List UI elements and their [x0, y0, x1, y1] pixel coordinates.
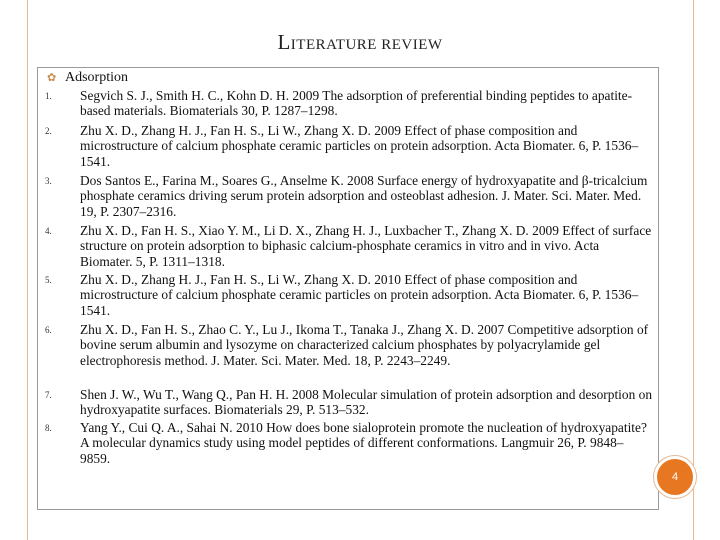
- reference-text: Zhu X. D., Fan H. S., Zhao C. Y., Lu J., Ikoma T., Tanaka J., Zhang X. D. 2007 Competitive adsorption of bovine serum albumin and lysozyme on characterized calcium phosphates by polyacrylamide gel electrophoresis method. J. Mater. Sci. Mater. Med. 18, P. 2243–2249.: [80, 322, 649, 368]
- reference-text: Shen J. W., Wu T., Wang Q., Pan H. H. 2008 Molecular simulation of protein adsorption and desorption on hydroxyapatite surfaces. Biomaterials 29, P. 513–532.: [80, 387, 653, 418]
- reference-text: Zhu X. D., Zhang H. J., Fan H. S., Li W., Zhang X. D. 2009 Effect of phase composition and microstructure of calcium phosphate ceramic particles on protein adsorption. Acta Biomater. 6, P. 1536–1541.: [80, 123, 639, 169]
- reference-text: Dos Santos E., Farina M., Soares G., Anselme K. 2008 Surface energy of hydroxyapatite and β-tricalcium phosphate ceramics driving serum protein adsorption and osteoblast adhesion. J. Mater. Sci. Mater. Med. 19, P. 2307–2316.: [80, 173, 648, 219]
- title-initial: L: [277, 30, 291, 54]
- item-number: 6.: [45, 325, 52, 335]
- left-border-line: [27, 0, 28, 540]
- reference-text: Zhu X. D., Fan H. S., Xiao Y. M., Li D. X., Zhang H. J., Luxbacher T., Zhang X. D. 2009 Effect of surface structure on protein adsorption to biphasic calcium-phosphate ceramics in vitro and in vivo. Acta Biomater. 5, P. 1311–1318.: [80, 223, 652, 269]
- reference-text: Yang Y., Cui Q. A., Sahai N. 2010 How does bone sialoprotein promote the nucleation of hydroxyapatite? A molecular dynamics study using model peptides of different conformations. Langmuir 26, P. 9848–9859.: [80, 420, 647, 466]
- item-number: 4.: [45, 226, 52, 236]
- page-number-badge: 4: [654, 456, 696, 498]
- item-number: 1.: [45, 91, 52, 101]
- right-border-line: [693, 0, 694, 540]
- section-heading: Adsorption: [65, 70, 128, 85]
- reference-text: Segvich S. J., Smith H. C., Kohn D. H. 2009 The adsorption of preferential binding peptides to apatite-based materials. Biomaterials 30, P. 1287–1298.: [80, 88, 633, 119]
- item-number: 3.: [45, 176, 52, 186]
- content-box: [37, 67, 659, 510]
- reference-text: Zhu X. D., Zhang H. J., Fan H. S., Li W., Zhang X. D. 2010 Effect of phase composition and microstructure of calcium phosphate ceramic particles on protein adsorption. Acta Biomater. 6, P. 1536–1541.: [80, 272, 639, 318]
- item-number: 7.: [45, 390, 52, 400]
- item-number: 2.: [45, 126, 52, 136]
- slide-title: [0, 30, 720, 55]
- item-number: 5.: [45, 275, 52, 285]
- item-number: 8.: [45, 423, 52, 433]
- title-rest: ITERATURE REVIEW: [290, 37, 443, 53]
- bullet-icon: ✿: [47, 72, 57, 84]
